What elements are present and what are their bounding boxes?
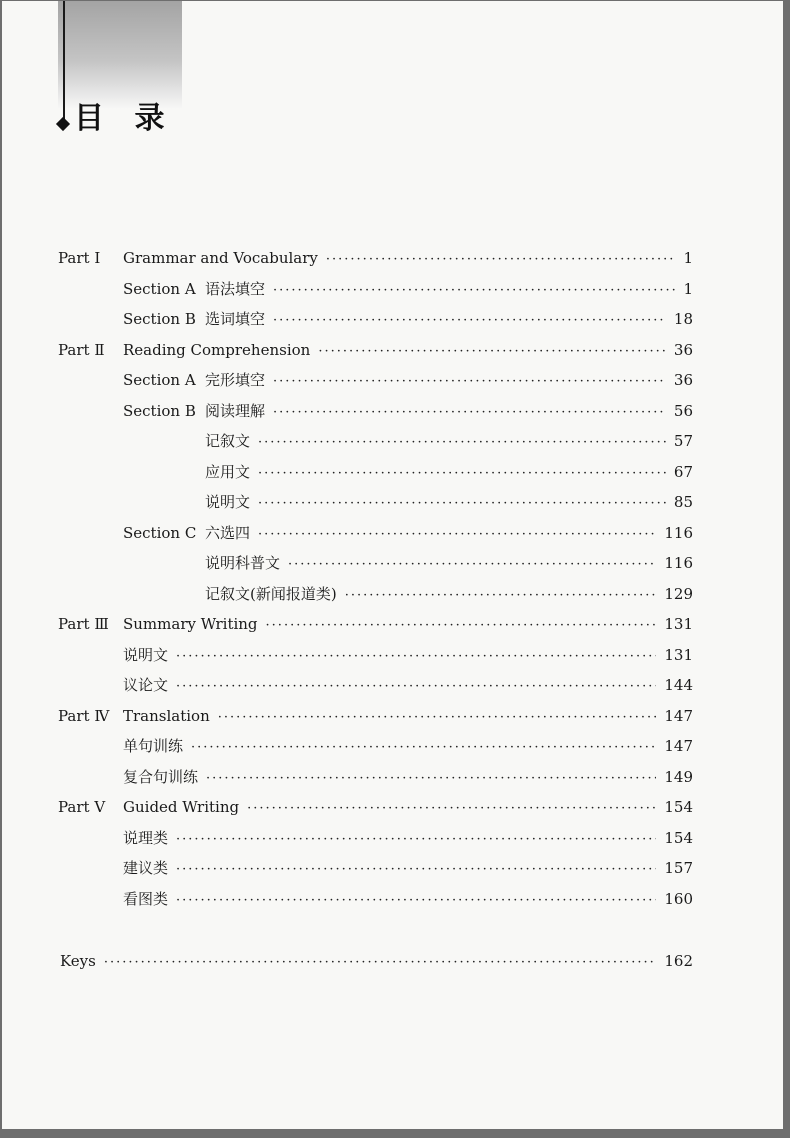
toc-page-number: 147 — [664, 707, 693, 725]
toc-page-number: 160 — [664, 890, 693, 908]
toc-entry[interactable] — [123, 399, 693, 423]
toc-leader-dots — [273, 370, 666, 394]
toc-entry[interactable] — [123, 795, 693, 819]
table-of-contents — [2, 1, 783, 1129]
toc-entry[interactable] — [123, 246, 693, 270]
toc-leader-dots — [176, 675, 656, 699]
toc-leader-dots — [266, 614, 657, 638]
toc-entry[interactable] — [123, 765, 693, 789]
toc-entry-title: 选词填空 — [205, 310, 266, 328]
toc-leader-dots — [176, 828, 656, 852]
toc-page-number: 131 — [664, 646, 693, 664]
toc-leader-dots — [247, 797, 656, 821]
toc-part-label: Part Ⅴ — [58, 798, 106, 816]
toc-page-number: 18 — [673, 310, 693, 328]
toc-entry-title: 应用文 — [205, 463, 251, 481]
toc-page-number: 116 — [664, 554, 693, 572]
toc-entry[interactable] — [123, 612, 693, 636]
toc-section-label: Section C — [123, 524, 197, 542]
toc-leader-dots — [176, 645, 656, 669]
toc-entry[interactable] — [123, 307, 693, 331]
toc-page-number: 149 — [664, 768, 693, 786]
toc-entry[interactable] — [123, 704, 693, 728]
toc-leader-dots — [258, 492, 666, 516]
toc-entry[interactable] — [123, 826, 693, 850]
toc-entry-title: Keys — [60, 952, 96, 970]
toc-entry[interactable] — [123, 673, 693, 697]
toc-entry-title: 阅读理解 — [205, 402, 266, 420]
toc-entry-title: 语法填空 — [205, 280, 266, 298]
toc-page-number: 147 — [664, 737, 693, 755]
toc-page-number: 1 — [683, 280, 693, 298]
toc-entry[interactable] — [205, 551, 693, 575]
toc-entry-title: 六选四 — [205, 524, 251, 542]
toc-part-label: Part Ⅰ — [58, 249, 101, 267]
toc-leader-dots — [273, 279, 675, 303]
toc-entry-title: Summary Writing — [123, 615, 258, 633]
toc-page-number: 131 — [664, 615, 693, 633]
toc-page-number: 157 — [664, 859, 693, 877]
toc-section-label: Section B — [123, 310, 196, 328]
toc-page-number: 1 — [683, 249, 693, 267]
toc-page-number: 129 — [664, 585, 693, 603]
toc-entry-title: 建议类 — [123, 859, 169, 877]
toc-leader-dots — [273, 309, 666, 333]
toc-leader-dots — [104, 951, 657, 975]
toc-entry[interactable] — [123, 887, 693, 911]
toc-page-number: 85 — [673, 493, 693, 511]
toc-page-number: 56 — [673, 402, 693, 420]
toc-page-number: 162 — [664, 952, 693, 970]
toc-page-number: 144 — [664, 676, 693, 694]
toc-entry-title: Translation — [123, 707, 210, 725]
toc-entry-title: Grammar and Vocabulary — [123, 249, 318, 267]
toc-section-label: Section A — [123, 371, 196, 389]
document-page — [2, 1, 783, 1129]
toc-entry-title: 说明文 — [205, 493, 251, 511]
toc-page-number: 36 — [673, 341, 693, 359]
toc-leader-dots — [345, 584, 657, 608]
toc-entry[interactable] — [205, 429, 693, 453]
toc-page-number: 154 — [664, 798, 693, 816]
toc-entry[interactable] — [123, 338, 693, 362]
toc-entry-title: 记叙文(新闻报道类) — [205, 585, 337, 603]
toc-entry[interactable] — [205, 490, 693, 514]
toc-entry-title: 议论文 — [123, 676, 169, 694]
toc-leader-dots — [288, 553, 656, 577]
toc-leader-dots — [176, 889, 656, 913]
toc-entry-title: 记叙文 — [205, 432, 251, 450]
toc-leader-dots — [176, 858, 656, 882]
toc-leader-dots — [218, 706, 657, 730]
toc-entry-title: Reading Comprehension — [123, 341, 311, 359]
toc-entry-title: 说明科普文 — [205, 554, 281, 572]
toc-entry-keys[interactable] — [60, 949, 693, 973]
toc-entry-title: 复合句训练 — [123, 768, 199, 786]
toc-entry[interactable] — [123, 643, 693, 667]
toc-entry-title: Guided Writing — [123, 798, 240, 816]
page-title: 目 录 — [74, 101, 175, 136]
toc-entry[interactable] — [205, 582, 693, 606]
toc-entry[interactable] — [123, 368, 693, 392]
toc-page-number: 36 — [673, 371, 693, 389]
toc-leader-dots — [206, 767, 656, 791]
toc-entry[interactable] — [123, 734, 693, 758]
toc-page-number: 154 — [664, 829, 693, 847]
toc-leader-dots — [191, 736, 656, 760]
toc-leader-dots — [258, 462, 666, 486]
toc-page-number: 67 — [673, 463, 693, 481]
toc-part-label: Part Ⅳ — [58, 707, 110, 725]
toc-entry[interactable] — [205, 460, 693, 484]
toc-leader-dots — [273, 401, 666, 425]
toc-entry-title: 说理类 — [123, 829, 169, 847]
toc-entry-title: 说明文 — [123, 646, 169, 664]
toc-entry-title: 单句训练 — [123, 737, 184, 755]
toc-page-number: 116 — [664, 524, 693, 542]
toc-entry[interactable] — [123, 856, 693, 880]
toc-section-label: Section A — [123, 280, 196, 298]
toc-part-label: Part Ⅲ — [58, 615, 109, 633]
toc-entry[interactable] — [123, 277, 693, 301]
toc-leader-dots — [318, 340, 666, 364]
toc-entry-title: 看图类 — [123, 890, 169, 908]
toc-leader-dots — [258, 523, 656, 547]
toc-entry[interactable] — [123, 521, 693, 545]
toc-section-label: Section B — [123, 402, 196, 420]
toc-page-number: 57 — [673, 432, 693, 450]
toc-entry-title: 完形填空 — [205, 371, 266, 389]
toc-leader-dots — [258, 431, 666, 455]
toc-leader-dots — [326, 248, 676, 272]
toc-part-label: Part Ⅱ — [58, 341, 105, 359]
